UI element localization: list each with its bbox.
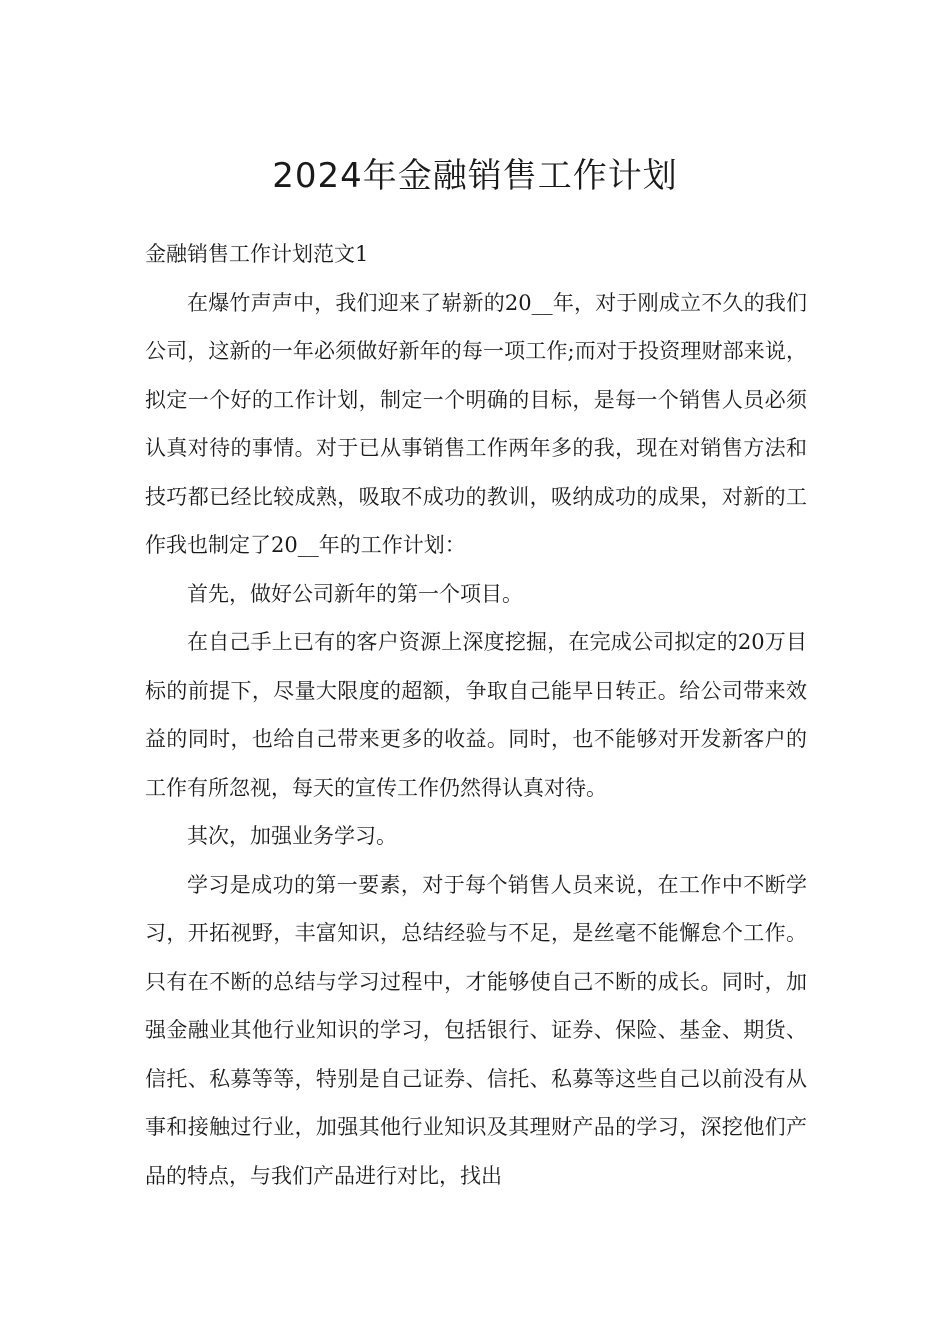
document-body bbox=[145, 230, 807, 1200]
paragraph-learning: 学习是成功的第一要素，对于每个销售人员来说，在工作中不断学习，开拓视野，丰富知识，总结经验与不足，是丝毫不能懈怠个工作。只有在不断的总结与学习过程中，才能够使自己不断的成长。同时，加强金融业其他行业知识的学习，包括银行、证券、保险、基金、期货、信托、私募等等，特别是自己证券、信托、私募等这些自己以前没有从事和接触过行业，加强其他行业知识及其理财产品的学习，深挖他们产品的特点，与我们产品进行对比，找出 bbox=[145, 872, 807, 1188]
paragraph-first-point: 首先，做好公司新年的第一个项目。 bbox=[187, 581, 523, 606]
document-subtitle: 金融销售工作计划范文1 bbox=[145, 242, 369, 266]
paragraph-intro: 在爆竹声声中，我们迎来了崭新的20__年，对于刚成立不久的我们公司，这新的一年必须做好新年的每一项工作;而对于投资理财部来说，拟定一个好的工作计划，制定一个明确的目标，是每一个销售人员必须认真对待的事情。对于已从事销售工作两年多的我，现在对销售方法和技巧都已经比较成熟，吸取不成功的教训，吸纳成功的成果，对新的工作我也制定了20__年的工作计划： bbox=[145, 290, 807, 557]
paragraph-client-resources: 在自己手上已有的客户资源上深度挖掘，在完成公司拟定的20万目标的前提下，尽量大限度的超额，争取自己能早日转正。给公司带来效益的同时，也给自己带来更多的收益。同时，也不能够对开发新客户的工作有所忽视，每天的宣传工作仍然得认真对待。 bbox=[145, 630, 807, 800]
paragraph-second-point: 其次，加强业务学习。 bbox=[187, 824, 397, 848]
document-title: 2024年金融销售工作计划 bbox=[272, 155, 678, 196]
